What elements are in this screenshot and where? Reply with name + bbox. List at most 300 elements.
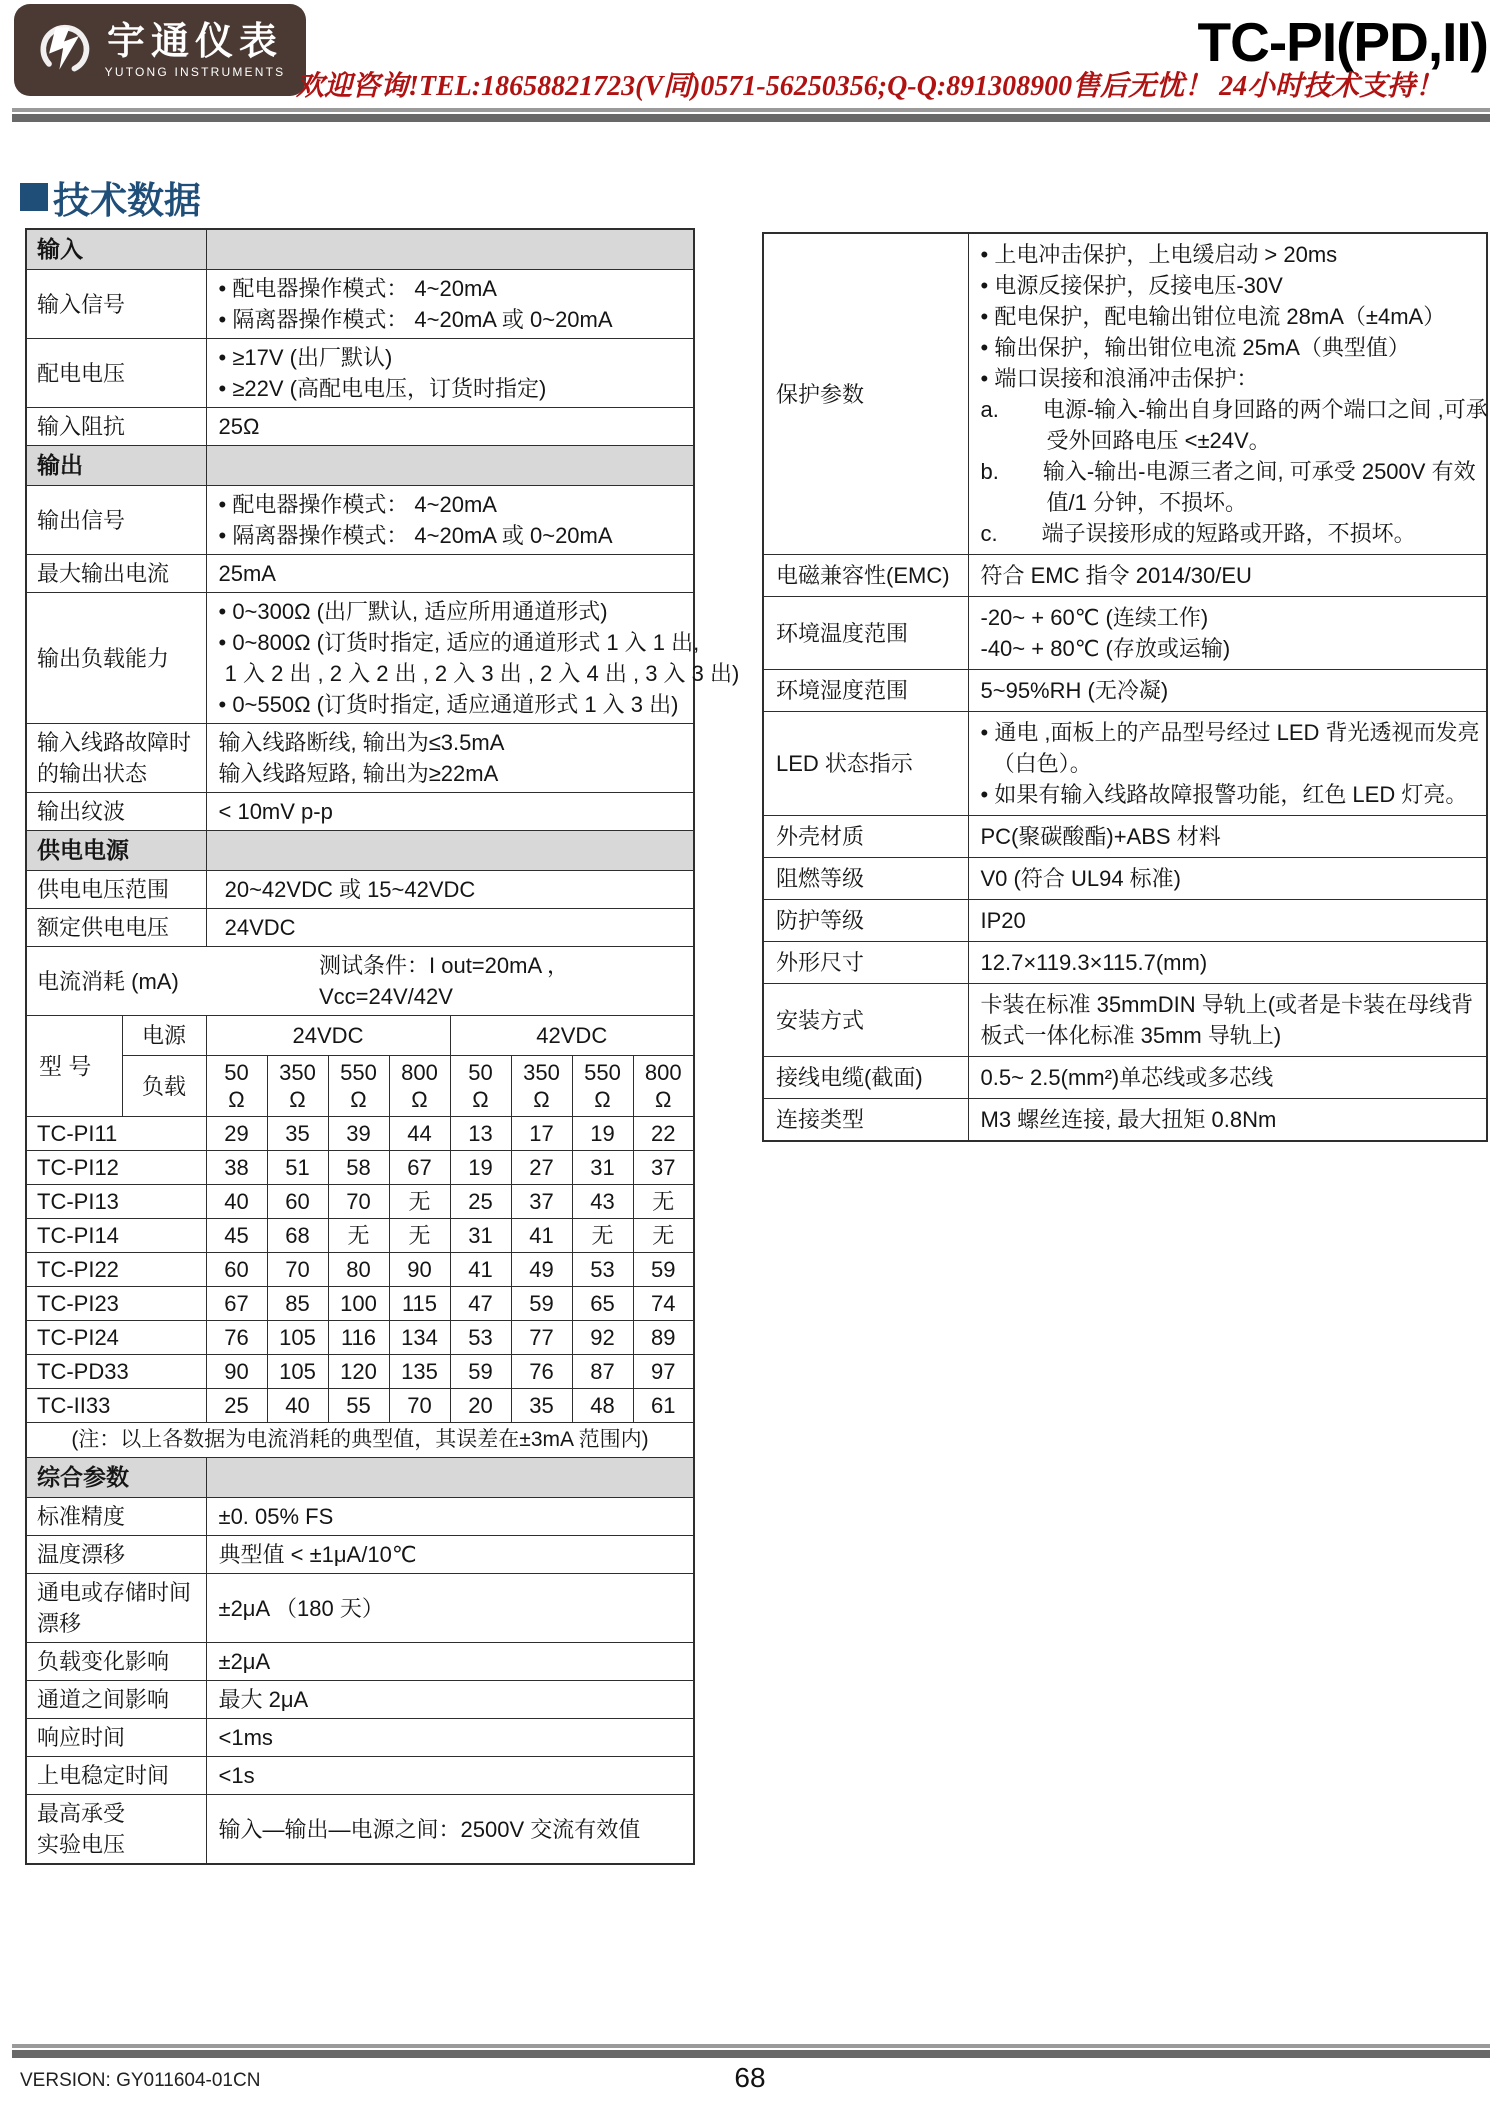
text-line: 标准精度	[37, 1504, 126, 1529]
logo-english-name: YUTONG INSTRUMENTS	[104, 65, 286, 79]
consumption-value: 44	[389, 1117, 450, 1151]
spec-value	[968, 858, 1487, 900]
spec-value	[968, 233, 1487, 555]
spec-value	[968, 712, 1487, 816]
text-line: 800	[644, 1060, 682, 1085]
square-bullet-icon	[20, 183, 48, 211]
spec-row	[26, 593, 694, 724]
consumption-value: 80	[328, 1253, 389, 1287]
text-line: 输入信号	[37, 291, 126, 317]
consumption-value: 135	[389, 1355, 450, 1389]
spec-label	[763, 900, 968, 942]
header-divider-thick-line	[12, 114, 1490, 122]
consumption-value: 40	[206, 1185, 267, 1219]
text-line: 最高承受	[37, 1801, 126, 1826]
text-line: 供电电压范围	[37, 877, 170, 902]
section-header-filler	[206, 831, 694, 871]
section-heading	[20, 170, 201, 224]
consumption-value: 87	[572, 1355, 633, 1389]
spec-row	[26, 724, 694, 793]
text-line: • 0~550Ω (订货时指定, 适应通道形式 1 入 3 出)	[218, 692, 679, 717]
text-line: a. 电源-输入-输出自身回路的两个端口之间 ,可承	[980, 397, 1488, 422]
text-line: b. 输入-输出-电源三者之间, 可承受 2500V 有效	[980, 459, 1476, 484]
text-line: 550	[340, 1060, 377, 1085]
text-line: 输入线路断线, 输出为≤3.5mA	[218, 730, 505, 755]
consumption-value: 76	[511, 1355, 572, 1389]
spec-label	[26, 270, 206, 339]
text-line: ±2μA	[218, 1649, 271, 1674]
spec-row	[26, 339, 694, 408]
text-line: 环境温度范围	[776, 620, 909, 646]
header-divider	[12, 108, 1490, 122]
model-name: TC-PI11	[26, 1117, 206, 1151]
spec-label	[763, 942, 968, 984]
text-line: 输入阻抗	[37, 414, 126, 439]
load-value-header	[572, 1056, 633, 1117]
environment-spec-table	[762, 232, 1488, 1142]
consumption-value: 40	[267, 1389, 328, 1423]
spec-value	[968, 984, 1487, 1057]
left-spec-table-container	[25, 228, 740, 1865]
text-line: 最大 2μA	[218, 1687, 309, 1712]
section-heading-text: 技术数据	[53, 180, 201, 221]
section-header-row	[26, 831, 694, 871]
spec-value	[206, 871, 694, 909]
spec-row	[763, 1099, 1487, 1142]
text-line: • 隔离器操作模式： 4~20mA 或 0~20mA	[218, 307, 613, 332]
text-line: 12.7×119.3×115.7(mm)	[980, 950, 1208, 975]
spec-row	[26, 1643, 694, 1681]
text-line: 25mA	[218, 561, 276, 586]
text-line: 接线电缆(截面)	[776, 1065, 923, 1090]
spec-label	[26, 1719, 206, 1757]
text-line: • 0~800Ω (订货时指定, 适应的通道形式 1 入 1 出,	[218, 630, 700, 655]
spec-value	[206, 1681, 694, 1719]
text-line: 输入—输出—电源之间：2500V 交流有效值	[218, 1816, 641, 1842]
model-name: TC-PI22	[26, 1253, 206, 1287]
section-header-filler	[206, 446, 694, 486]
text-line: Ω	[655, 1087, 672, 1112]
consumption-value: 19	[572, 1117, 633, 1151]
consumption-value: 39	[328, 1117, 389, 1151]
text-line: 值/1 分钟，不损坏。	[980, 490, 1247, 515]
load-value-header	[450, 1056, 511, 1117]
text-line: Ω	[289, 1087, 306, 1112]
consumption-value: 90	[389, 1253, 450, 1287]
current-consumption-row	[26, 947, 694, 1016]
consumption-value: 25	[450, 1185, 511, 1219]
text-line: • ≥22V (高配电电压，订货时指定)	[218, 376, 547, 401]
text-line: LED 状态指示	[776, 751, 913, 776]
spec-value	[206, 1757, 694, 1795]
spec-row	[26, 270, 694, 339]
consumption-value: 105	[267, 1355, 328, 1389]
spec-row	[26, 1719, 694, 1757]
consumption-value: 74	[633, 1287, 694, 1321]
text-line: • 通电 ,面板上的产品型号经过 LED 背光透视而发亮	[980, 720, 1480, 745]
text-line: 24VDC	[218, 915, 296, 940]
text-line: 电磁兼容性(EMC)	[776, 563, 950, 588]
consumption-value: 25	[206, 1389, 267, 1423]
text-line: 800	[401, 1060, 438, 1085]
logo-chinese-name: 宇通仪表	[106, 21, 283, 63]
spec-row	[26, 408, 694, 446]
text-line: 阻燃等级	[776, 866, 865, 891]
consumption-value: 97	[633, 1355, 694, 1389]
spec-value	[968, 597, 1487, 670]
consumption-value: 77	[511, 1321, 572, 1355]
text-line: M3 螺丝连接, 最大扭矩 0.8Nm	[980, 1107, 1277, 1132]
consumption-value: 无	[389, 1185, 450, 1219]
consumption-value: 60	[206, 1253, 267, 1287]
spec-row	[763, 984, 1487, 1057]
spec-label	[26, 1536, 206, 1574]
spec-row	[763, 670, 1487, 712]
spec-row	[763, 942, 1487, 984]
text-line: 受外回路电压 <±24V。	[980, 428, 1271, 453]
consumption-value: 19	[450, 1151, 511, 1185]
text-line: 通电或存储时间	[37, 1580, 192, 1605]
consumption-note: (注：以上各数据为电流消耗的典型值，其误差在±3mA 范围内)	[26, 1423, 694, 1458]
load-value-header	[267, 1056, 328, 1117]
section-header-label: 输入	[26, 229, 206, 270]
spec-value	[206, 486, 694, 555]
consumption-value: 49	[511, 1253, 572, 1287]
consumption-value: 76	[206, 1321, 267, 1355]
spec-row	[26, 793, 694, 831]
text-line: • 0~300Ω (出厂默认, 适应所用通道形式)	[218, 599, 608, 624]
spec-label	[763, 1057, 968, 1099]
text-line: V0 (符合 UL94 标准)	[980, 866, 1181, 891]
spec-row	[763, 1057, 1487, 1099]
model-table-load-row	[26, 1056, 694, 1117]
spec-row	[26, 1574, 694, 1643]
spec-label	[26, 408, 206, 446]
model-data-row	[26, 1287, 694, 1321]
text-line: 外壳材质	[776, 824, 865, 849]
spec-value	[206, 1795, 694, 1865]
consumption-value: 85	[267, 1287, 328, 1321]
spec-label	[26, 486, 206, 555]
spec-row	[763, 712, 1487, 816]
spec-label	[763, 597, 968, 670]
spec-label: 电流消耗 (mA)	[37, 968, 179, 994]
consumption-value: 53	[572, 1253, 633, 1287]
consumption-value: 59	[511, 1287, 572, 1321]
consumption-value: 35	[511, 1389, 572, 1423]
model-data-row	[26, 1321, 694, 1355]
text-line: <1ms	[218, 1725, 273, 1750]
text-line: < 10mV p-p	[218, 799, 333, 824]
consumption-value: 47	[450, 1287, 511, 1321]
consumption-value: 105	[267, 1321, 328, 1355]
spec-label	[26, 1498, 206, 1536]
text-line: • 配电器操作模式： 4~20mA	[218, 276, 497, 301]
spec-label	[26, 909, 206, 947]
consumption-value: 70	[389, 1389, 450, 1423]
text-line: <1s	[218, 1763, 255, 1788]
model-column-header: 型 号	[26, 1016, 122, 1117]
text-line: 550	[584, 1060, 621, 1085]
right-spec-table-container	[762, 232, 1488, 1142]
model-data-row	[26, 1151, 694, 1185]
text-line: 5~95%RH (无冷凝)	[980, 678, 1169, 703]
spec-value	[206, 270, 694, 339]
text-line: PC(聚碳酸酯)+ABS 材料	[980, 824, 1221, 849]
spec-label	[763, 816, 968, 858]
consumption-value: 48	[572, 1389, 633, 1423]
consumption-value: 61	[633, 1389, 694, 1423]
text-line: -20~ + 60℃ (连续工作)	[980, 605, 1209, 630]
text-line: 最大输出电流	[37, 561, 170, 586]
spec-label	[26, 339, 206, 408]
model-name: TC-PI13	[26, 1185, 206, 1219]
text-line: 350	[279, 1060, 316, 1085]
text-line: • ≥17V (出厂默认)	[218, 345, 393, 370]
text-line: Ω	[594, 1087, 611, 1112]
text-line: 典型值 < ±1μA/10℃	[218, 1542, 417, 1567]
consumption-value: 无	[389, 1219, 450, 1253]
consumption-value: 68	[267, 1219, 328, 1253]
yutong-logo	[14, 4, 306, 96]
consumption-value: 无	[572, 1219, 633, 1253]
section-header-row	[26, 229, 694, 270]
consumption-value: 67	[206, 1287, 267, 1321]
text-line: 防护等级	[776, 908, 865, 933]
consumption-value: 17	[511, 1117, 572, 1151]
spec-value	[968, 816, 1487, 858]
text-line: 负载变化影响	[37, 1649, 170, 1674]
text-line: ±0. 05% FS	[218, 1504, 334, 1529]
consumption-value: 13	[450, 1117, 511, 1151]
model-note-row	[26, 1423, 694, 1458]
consumption-value: 31	[572, 1151, 633, 1185]
spec-label	[26, 1574, 206, 1643]
spec-label	[26, 1795, 206, 1865]
text-line: • 上电冲击保护，上电缓启动 > 20ms	[980, 242, 1338, 267]
text-line: 输入线路短路, 输出为≥22mA	[218, 761, 499, 786]
load-value-header	[206, 1056, 267, 1117]
footer-divider	[12, 2044, 1490, 2058]
section-header-label: 输出	[26, 446, 206, 486]
section-header-filler	[206, 1458, 694, 1498]
text-line: 350	[523, 1060, 560, 1085]
supply-24vdc-header: 24VDC	[206, 1016, 450, 1056]
technical-data-table	[25, 228, 740, 1865]
load-header: 负载	[122, 1056, 206, 1117]
spec-row	[763, 816, 1487, 858]
consumption-value: 116	[328, 1321, 389, 1355]
spec-label	[763, 1099, 968, 1142]
text-line: 输出信号	[37, 507, 126, 533]
text-line: 输出纹波	[37, 799, 126, 824]
spec-value	[206, 724, 694, 793]
consumption-value: 41	[511, 1219, 572, 1253]
text-line: • 配电器操作模式： 4~20mA	[218, 492, 497, 517]
spec-label	[763, 670, 968, 712]
text-line: • 输出保护，输出钳位电流 25mA（典型值）	[980, 335, 1410, 360]
text-line: ±2μA （180 天）	[218, 1595, 384, 1621]
load-value-header	[511, 1056, 572, 1117]
text-line: 上电稳定时间	[37, 1763, 170, 1788]
model-name: TC-II33	[26, 1389, 206, 1423]
section-header-row	[26, 446, 694, 486]
consumption-value: 无	[633, 1185, 694, 1219]
spec-value	[206, 1719, 694, 1757]
text-line: 实验电压	[37, 1832, 126, 1857]
spec-value	[206, 909, 694, 947]
load-value-header	[328, 1056, 389, 1117]
text-line: Ω	[472, 1087, 489, 1112]
spec-value	[206, 408, 694, 446]
version-label: VERSION: GY011604-01CN	[20, 2070, 261, 2091]
consumption-value: 70	[328, 1185, 389, 1219]
model-data-row	[26, 1355, 694, 1389]
spec-value	[968, 900, 1487, 942]
consumption-value: 38	[206, 1151, 267, 1185]
text-line: c. 端子误接形成的短路或开路，不损坏。	[980, 521, 1416, 546]
spec-row	[26, 486, 694, 555]
section-header-filler	[206, 229, 694, 270]
text-line: 保护参数	[776, 381, 865, 407]
contact-info-line: 欢迎咨询!TEL:18658821723(V同)0571-56250356;Q-Q:891308900售后无忧！ 24小时技术支持！	[296, 71, 1444, 102]
consumption-value: 31	[450, 1219, 511, 1253]
spec-row	[763, 233, 1487, 555]
consumption-value: 20	[450, 1389, 511, 1423]
text-line: 1 入 2 出 , 2 入 2 出 , 2 入 3 出 , 2 入 4 出 , 3 入 3 出)	[218, 661, 740, 686]
spec-label	[26, 1681, 206, 1719]
text-line: 板式一体化标准 35mm 导轨上)	[980, 1023, 1282, 1048]
text-line: （白色）。	[980, 751, 1092, 776]
text-line: 20~42VDC 或 15~42VDC	[218, 877, 476, 902]
spec-value	[206, 793, 694, 831]
consumption-value: 67	[389, 1151, 450, 1185]
spec-value	[968, 555, 1487, 597]
spec-row	[763, 900, 1487, 942]
consumption-value: 120	[328, 1355, 389, 1389]
consumption-value: 100	[328, 1287, 389, 1321]
yutong-emblem-icon	[35, 18, 95, 83]
text-line: 输入线路故障时	[37, 730, 192, 755]
text-line: • 端口误接和浪涌冲击保护：	[980, 366, 1259, 391]
spec-label	[26, 793, 206, 831]
consumption-value: 59	[450, 1355, 511, 1389]
spec-value	[206, 593, 740, 724]
page-number: 68	[734, 2062, 766, 2093]
consumption-value: 115	[389, 1287, 450, 1321]
text-line: 输出负载能力	[37, 645, 170, 671]
text-line: • 配电保护，配电输出钳位电流 28mA（±4mA）	[980, 304, 1446, 329]
spec-value	[206, 1498, 694, 1536]
spec-row	[763, 555, 1487, 597]
section-header-row	[26, 1458, 694, 1498]
consumption-value: 60	[267, 1185, 328, 1219]
text-line: 符合 EMC 指令 2014/30/EU	[980, 563, 1252, 588]
spec-label	[763, 555, 968, 597]
consumption-value: 无	[328, 1219, 389, 1253]
text-line: 50	[468, 1060, 493, 1085]
text-line: 安装方式	[776, 1007, 865, 1033]
spec-value	[968, 942, 1487, 984]
spec-label	[26, 1643, 206, 1681]
spec-value	[206, 1574, 694, 1643]
section-header-label: 供电电源	[26, 831, 206, 871]
text-line: 漂移	[37, 1611, 82, 1636]
supply-42vdc-header: 42VDC	[450, 1016, 694, 1056]
model-name: TC-PI23	[26, 1287, 206, 1321]
spec-label	[26, 593, 206, 724]
text-line: Ω	[411, 1087, 428, 1112]
spec-row	[26, 1498, 694, 1536]
model-data-row	[26, 1389, 694, 1423]
text-line: • 电源反接保护，反接电压-30V	[980, 273, 1283, 298]
spec-label	[763, 858, 968, 900]
consumption-value: 29	[206, 1117, 267, 1151]
spec-value	[206, 1536, 694, 1574]
consumption-value: 55	[328, 1389, 389, 1423]
spec-value	[206, 339, 694, 408]
text-line: Ω	[533, 1087, 550, 1112]
spec-row	[763, 597, 1487, 670]
spec-label	[763, 233, 968, 555]
spec-row	[26, 1757, 694, 1795]
spec-label	[763, 712, 968, 816]
spec-value	[968, 1099, 1487, 1142]
load-value-header	[633, 1056, 694, 1117]
consumption-value: 65	[572, 1287, 633, 1321]
model-data-row	[26, 1219, 694, 1253]
model-name: TC-PD33	[26, 1355, 206, 1389]
text-line: Ω	[350, 1087, 367, 1112]
text-line: • 隔离器操作模式： 4~20mA 或 0~20mA	[218, 523, 613, 548]
footer-divider-thick-line	[12, 2050, 1490, 2058]
consumption-value: 51	[267, 1151, 328, 1185]
consumption-value: 无	[633, 1219, 694, 1253]
consumption-value: 59	[633, 1253, 694, 1287]
text-line: 环境湿度范围	[776, 678, 909, 703]
consumption-value: 89	[633, 1321, 694, 1355]
spec-label	[26, 871, 206, 909]
text-line: 50	[224, 1060, 249, 1085]
spec-label	[26, 724, 206, 793]
text-line: IP20	[980, 908, 1026, 933]
text-line: -40~ + 80℃ (存放或运输)	[980, 636, 1231, 661]
model-data-row	[26, 1185, 694, 1219]
spec-label	[26, 1757, 206, 1795]
spec-row	[26, 1536, 694, 1574]
spec-value	[206, 555, 694, 593]
section-header-label: 综合参数	[26, 1458, 206, 1498]
text-line: 的输出状态	[37, 761, 148, 786]
model-data-row	[26, 1253, 694, 1287]
spec-value	[968, 1057, 1487, 1099]
text-line: 响应时间	[37, 1725, 126, 1750]
spec-row	[26, 1795, 694, 1865]
text-line: 卡装在标准 35mmDIN 导轨上(或者是卡装在母线背	[980, 992, 1474, 1017]
consumption-value: 22	[633, 1117, 694, 1151]
consumption-value: 70	[267, 1253, 328, 1287]
text-line: 额定供电电压	[37, 915, 170, 940]
model-name: TC-PI14	[26, 1219, 206, 1253]
spec-label	[26, 555, 206, 593]
test-condition-text: 测试条件：I out=20mA ， Vcc=24V/42V	[319, 953, 570, 1009]
text-line: 外形尺寸	[776, 950, 865, 975]
consumption-value: 35	[267, 1117, 328, 1151]
consumption-value: 37	[511, 1185, 572, 1219]
model-name: TC-PI24	[26, 1321, 206, 1355]
spec-row	[26, 909, 694, 947]
consumption-value: 58	[328, 1151, 389, 1185]
